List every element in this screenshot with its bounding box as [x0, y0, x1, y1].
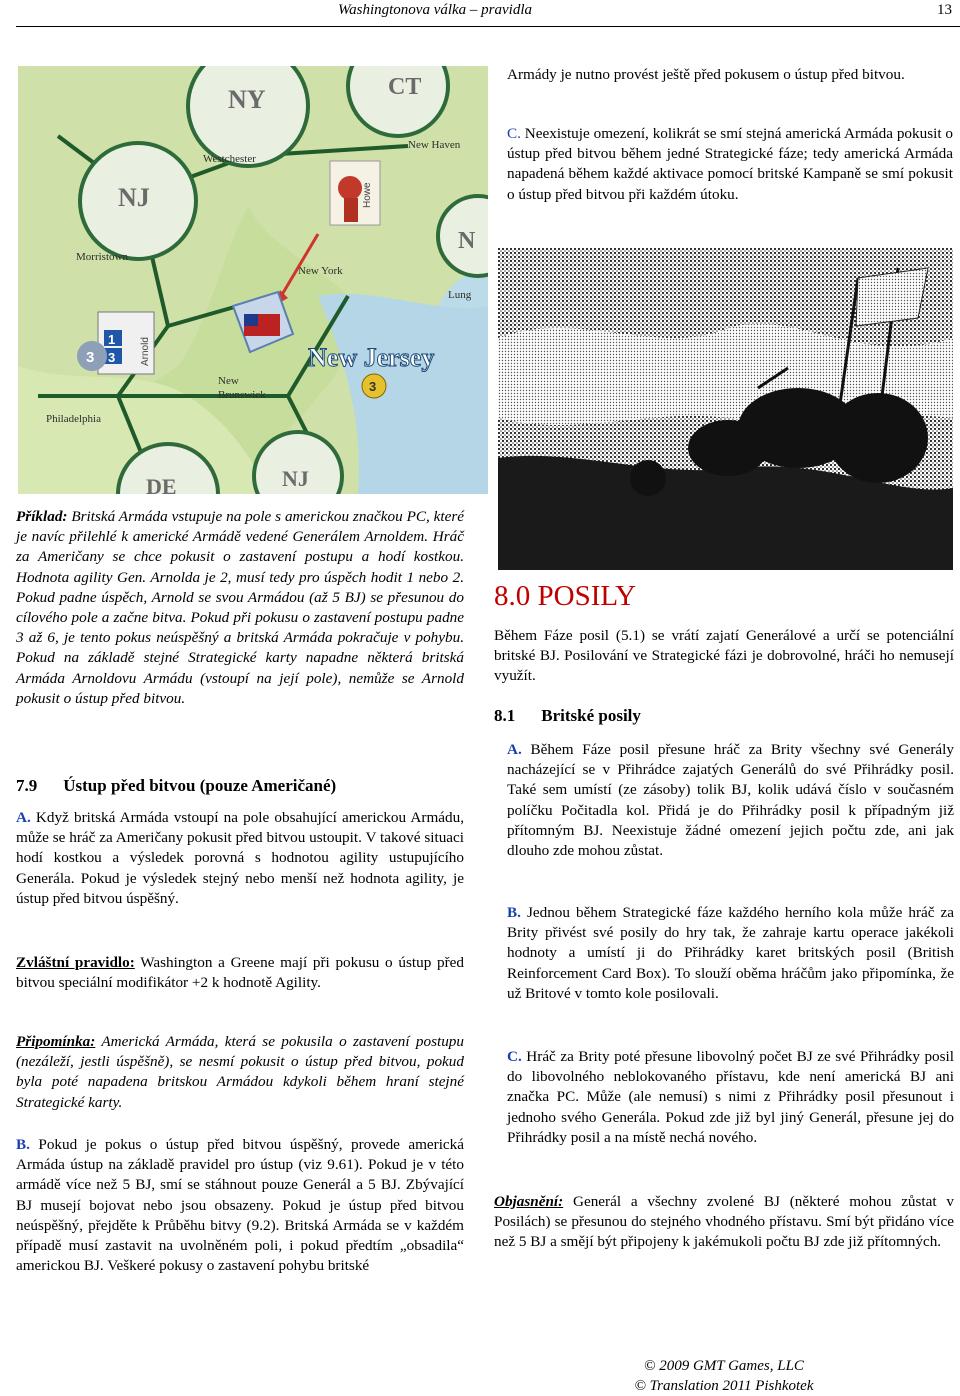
rule-8-1-b-mark: B.	[507, 904, 521, 921]
rule-8-1-c-mark: C.	[507, 1048, 522, 1065]
special-rule-label: Zvláštní pravidlo:	[16, 954, 135, 971]
rule-8-1-b-text: Jednou během Strategické fáze každého herního kola může hráč za Brity přivést své posily do hry tak, že zahraje kartu operace jakékoli hodnoty a umístí ji do Přihrádky karet britských posil (British Reinforcement Card Box). To slouží oběma hráčům jako připomínka, že už Britové v tomto kole posilovali.	[507, 904, 954, 1002]
svg-text:3: 3	[108, 350, 116, 365]
example-label: Příklad:	[16, 508, 68, 525]
rule-7-9-b	[16, 1135, 464, 1276]
continuation-paragraph	[507, 65, 953, 85]
rule-8-1-a-mark: A.	[507, 741, 522, 758]
svg-text:New Jersey: New Jersey	[308, 343, 435, 372]
svg-text:Howe: Howe	[362, 182, 373, 208]
map-label-nj2: NJ	[282, 466, 309, 491]
special-rule	[16, 953, 464, 993]
footer-copyright: © 2009 GMT Games, LLC	[644, 1358, 804, 1374]
map-label-ct: CT	[388, 74, 422, 100]
rule-8-1-c-text: Hráč za Brity poté přesune libovolný počet BJ ze své Přihrádky posil do libovolného neblokovaného přístavu, kde není americká BJ ani značka PC. Může (ale nemusí) s nimi z Přihrádky posil přesunout i jednoho svého Generála. Pokud zde již byl jiný Generál, přesune jej do Přihrádky posil a na místě nechá nového.	[507, 1048, 954, 1146]
section-8-0-intro: Během Fáze posil (5.1) se vrátí zajatí Generálové a určí se potenciální britské BJ. Posilování ve Strategické fázi je dobrovolné, hráči ho nemusejí využít.	[494, 627, 954, 685]
rule-c-paragraph	[507, 124, 953, 205]
map-graphic	[18, 66, 488, 494]
map-label-n: N	[458, 228, 476, 254]
clarification-text: Generál a všechny zvolené BJ (některé mohou zůstat v Posilách) se přesunou do stejného vhodného přístavu. Smí být přidáno více než 5 BJ a smějí být připojeny k jakémukoli počtu BJ zde již přítomných.	[494, 1193, 954, 1251]
svg-text:New Haven: New Haven	[408, 139, 461, 151]
map-illustration	[18, 66, 488, 494]
section-8-1-title: Britské posily	[541, 706, 641, 725]
rule-8-1-a	[507, 740, 954, 861]
rule-7-9-b-text: Pokud je pokus o ústup před bitvou úspěšný, provede americká Armáda ústup na základě pravidel pro ústup (viz 9.61). Pokud je v této armádě více než 5 BJ, smí se stáhnout pouze Generál a 5 BJ. Zbývající BJ musejí bojovat nebo jsou obsazeny. Pokud je ústup před bitvou neúspěšný, přejděte k Průběhu bitvy (9.2). Britská Armáda se v každém případě musí zastavit na uvolněném poli, i pokud předtím „obsadila“ americkou BJ. Veškeré pokusy o zastavení pohybu britské	[16, 1136, 464, 1275]
svg-text:Philadelphia: Philadelphia	[46, 413, 101, 425]
rule-c-text: Neexistuje omezení, kolikrát se smí stejná americká Armáda pokusit o ústup před bitvou během jedné Strategické fáze; tedy americká Armáda napadená během každé aktivace pomocí britské Kampaně se smí pokusit o ústup před bitvou při každém útoku.	[507, 125, 953, 203]
battle-engraving	[498, 248, 953, 570]
clarification-paragraph	[494, 1192, 954, 1253]
map-label-ny: NY	[228, 85, 266, 114]
rule-7-9-a	[16, 808, 464, 909]
svg-text:New: New	[218, 375, 239, 387]
example-paragraph	[16, 507, 464, 709]
reminder-paragraph	[16, 1032, 464, 1113]
section-7-9-number: 7.9	[16, 776, 38, 795]
section-8-0-heading: 8.0 POSILY	[494, 580, 637, 612]
rule-8-1-a-text: Během Fáze posil přesune hráč za Brity všechny své Generály nacházející se v Přihrádce zajatých Generálů do své Přihrádky posil. Také sem umístí (ze zásoby) tolik BJ, kolik udává číslo v současném políčku Počitadla kol. Přidá je do Přihrádky posil k případným již přítomným BJ. Neexistuje žádné omezení jejich počtu zde, ani jak dlouho zde mohou zůstat.	[507, 741, 954, 860]
reminder-label: Připomínka:	[16, 1033, 96, 1050]
rule-7-9-b-mark: B.	[16, 1136, 30, 1153]
clarification-label: Objasnění:	[494, 1193, 564, 1210]
reminder-text: Americká Armáda, která se pokusila o zastavení postupu (nezáleží, jestli úspěšně), se nesmí pokusit o ústup před bitvou, pokud byla poté napadena britskou Armádou kdykoli během hraní stejné Strategické karty.	[16, 1033, 464, 1111]
rule-8-1-c	[507, 1047, 954, 1148]
section-8-1-heading	[494, 706, 641, 726]
example-text: Britská Armáda vstupuje na pole s americkou značkou PC, které je navíc přilehlé k americké Armádě vedené Generálem Arnoldem. Hráč za Američany se chce pokusit o zastavení postupu a hodí kostkou. Hodnota agility Gen. Arnolda je 2, musí tedy pro úspěch hodit 1 nebo 2. Pokud padne úspěch, Arnold se svou Armádou (až 5 BJ) se přesunou do cílového pole a začne bitva. Pokud při pokusu o zastavení postupu padne 3 až 6, je tento pokus neúspěšný a britská Armáda pokračuje v pohybu. Pokud na základě stejné Strategické karty napadne některá britská Armáda Arnoldovu Armádu (vstoupí na její pole), nemůže se Arnold pokusit o ústup před bitvou.	[16, 508, 464, 707]
page-header	[16, 0, 960, 27]
rule-8-1-b	[507, 903, 954, 1004]
svg-text:3: 3	[86, 349, 95, 366]
svg-text:3: 3	[369, 379, 377, 394]
map-label-de: DE	[146, 474, 177, 494]
svg-text:Morristown: Morristown	[76, 251, 128, 263]
section-7-9-heading	[16, 776, 336, 796]
svg-text:1: 1	[108, 332, 116, 347]
engraving-graphic	[498, 248, 953, 570]
svg-text:Arnold: Arnold	[140, 337, 151, 366]
svg-text:New York: New York	[298, 265, 343, 277]
header-title: Washingtonova válka – pravidla	[338, 2, 533, 18]
svg-text:Brunswick: Brunswick	[218, 389, 266, 401]
rule-7-9-a-mark: A.	[16, 809, 31, 826]
rule-7-9-a-text: Když britská Armáda vstoupí na pole obsahující americkou Armádu, může se hráč za Američany pokusit před bitvou ustoupit. V takové situaci hodí kostkou a výsledek porovná s hodnotou agility ustupujícího Generála. Pokud je výsledek stejný nebo menší než hodnota agility, je ústup před bitvou úspěšný.	[16, 809, 464, 907]
svg-text:Lung: Lung	[448, 289, 472, 301]
section-8-1-number: 8.1	[494, 706, 516, 725]
map-label-nj: NJ	[118, 183, 150, 212]
continuation-text: Armády je nutno provést ještě před pokusem o ústup před bitvou.	[507, 66, 905, 83]
special-rule-text: Washington a Greene mají při pokusu o ústup před bitvou speciální modifikátor +2 k hodnotě Agility.	[16, 954, 464, 992]
rule-c-mark: C.	[507, 125, 521, 142]
page-number: 13	[937, 2, 952, 18]
svg-text:Westchester: Westchester	[203, 153, 256, 165]
footer-translation: © Translation 2011 Pishkotek	[634, 1378, 814, 1394]
section-7-9-title: Ústup před bitvou (pouze Američané)	[63, 776, 337, 795]
